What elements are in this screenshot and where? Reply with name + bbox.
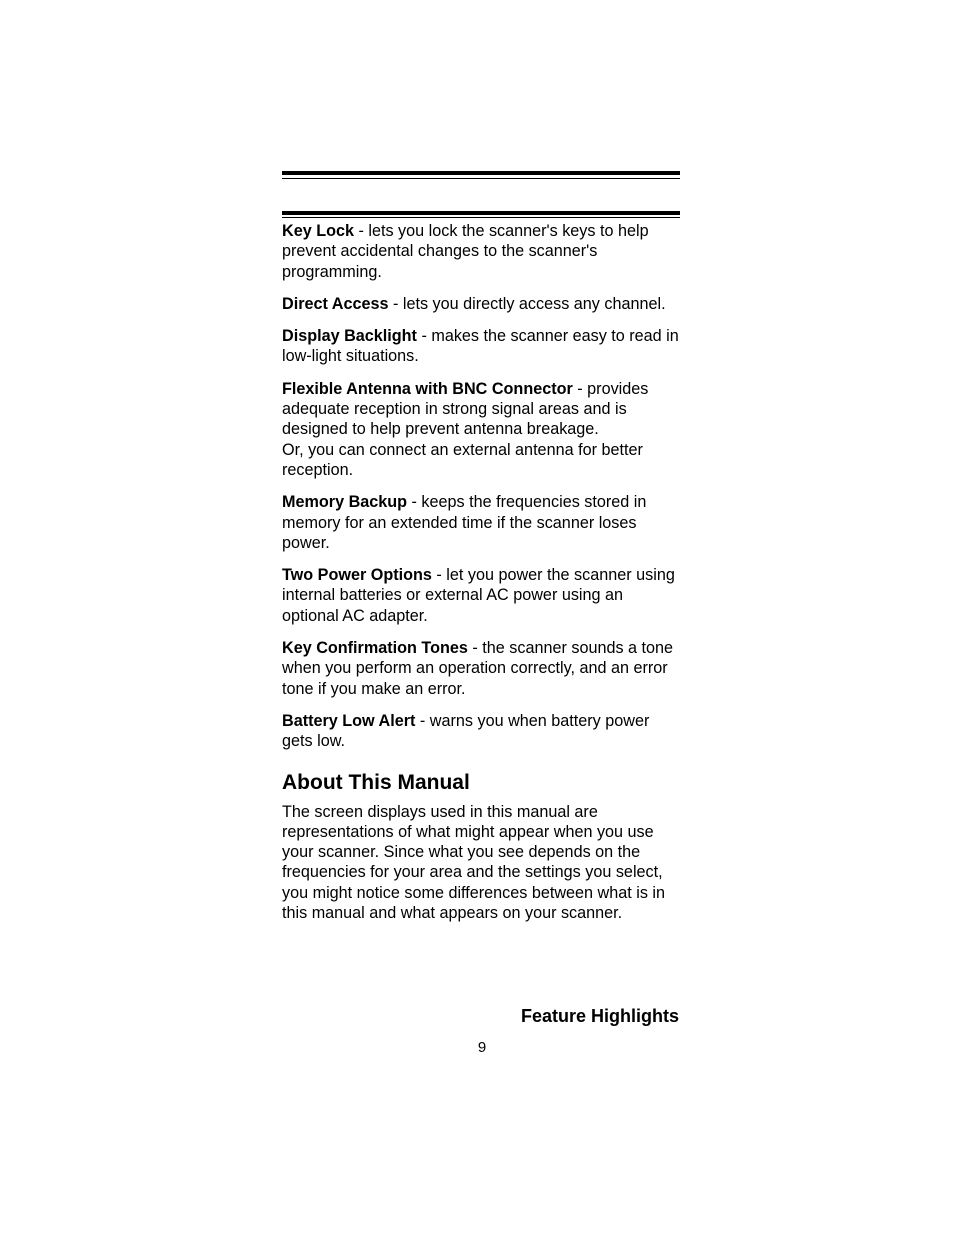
feature-description: - keeps the frequencies stored in memory for an extended time if the scanner loses power. xyxy=(282,493,647,552)
feature-battery-low-alert xyxy=(282,711,680,752)
header-rule-thick xyxy=(282,171,680,175)
feature-term: Flexible Antenna with BNC Connector xyxy=(282,379,573,398)
feature-description: - lets you lock the scanner's keys to help prevent accidental changes to the scanner's programming. xyxy=(282,222,649,281)
footer-section-title: Feature Highlights xyxy=(520,1006,679,1026)
feature-direct-access xyxy=(282,294,680,314)
feature-description: - the scanner sounds a tone when you perform an operation correctly, and an error tone if you make an error. xyxy=(282,639,674,698)
feature-term: Battery Low Alert xyxy=(282,711,416,730)
feature-two-power-options xyxy=(282,565,680,626)
page-content xyxy=(282,221,680,923)
feature-flexible-antenna xyxy=(282,379,680,480)
section-rule-thin xyxy=(282,217,680,218)
section-rule-thick xyxy=(282,211,680,215)
feature-key-confirmation-tones xyxy=(282,638,680,699)
feature-extra-note: Or, you can connect an external antenna for better reception. xyxy=(282,440,643,479)
section-heading: About This Manual xyxy=(282,770,470,794)
page-number: 9 xyxy=(477,1039,487,1056)
feature-display-backlight xyxy=(282,326,680,367)
feature-description: - makes the scanner easy to read in low-light situations. xyxy=(282,327,679,366)
section-body: The screen displays used in this manual are representations of what might appear when you use your scanner. Since what you see depends on the frequencies for your area and the settings you select, you might notice some differences between what is in this manual and what appears on your scanner. xyxy=(282,802,666,923)
feature-memory-backup xyxy=(282,492,680,553)
feature-term: Key Lock xyxy=(282,222,354,240)
header-rule-thin xyxy=(282,178,680,179)
feature-description: - warns you when battery power gets low. xyxy=(282,711,650,751)
feature-description: - lets you directly access any channel. xyxy=(388,294,666,313)
feature-term: Memory Backup xyxy=(282,493,408,512)
feature-term: Display Backlight xyxy=(282,327,417,346)
feature-term: Direct Access xyxy=(282,294,389,313)
feature-key-lock xyxy=(282,221,680,282)
feature-term: Key Confirmation Tones xyxy=(282,639,468,658)
feature-description: - let you power the scanner using internal batteries or external AC power using an optional AC adapter. xyxy=(282,566,675,625)
feature-term: Two Power Options xyxy=(282,566,432,585)
feature-description: - provides adequate reception in strong signal areas and is designed to help prevent antenna breakage. xyxy=(282,379,649,439)
